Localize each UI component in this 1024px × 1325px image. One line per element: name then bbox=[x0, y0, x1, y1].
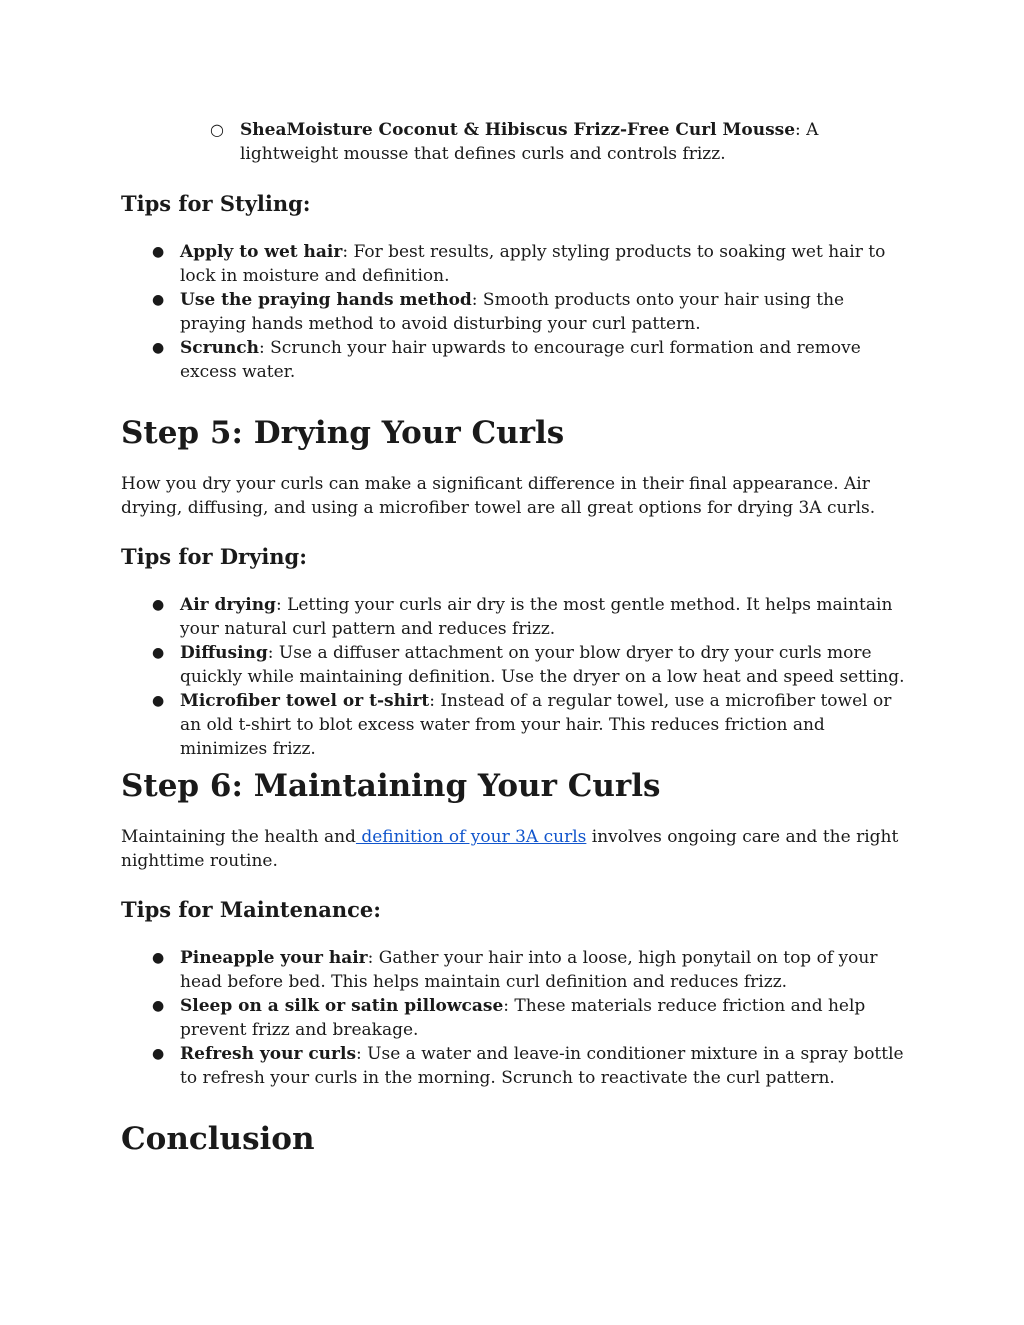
tip-term: Sleep on a silk or satin pillowcase bbox=[180, 996, 504, 1016]
tip-description: : Letting your curls air dry is the most gentle method. It helps maintain your natural curl pattern and reduces frizz. bbox=[180, 595, 893, 639]
styling-tips-heading: Tips for Styling: bbox=[121, 191, 311, 216]
tip-term: Diffusing bbox=[180, 643, 268, 663]
bullet-icon: ● bbox=[152, 693, 165, 709]
tip-description: : Gather your hair into a loose, high ponytail on top of your head before bed. This helps maintain curl definition and reduces frizz. bbox=[180, 948, 878, 992]
drying-tips-heading: Tips for Drying: bbox=[121, 544, 307, 569]
maintenance-tips-heading: Tips for Maintenance: bbox=[121, 897, 382, 922]
list-item bbox=[121, 336, 911, 384]
tip-term: Use the praying hands method bbox=[180, 290, 472, 310]
bullet-icon: ● bbox=[152, 244, 165, 260]
step6-intro-end: involves ongoing care and the right nighttime routine. bbox=[121, 827, 899, 871]
product-description: : A lightweight mousse that defines curls and controls frizz. bbox=[240, 120, 819, 164]
step5-heading: Step 5: Drying Your Curls bbox=[121, 415, 565, 451]
list-item bbox=[121, 689, 911, 761]
conclusion-heading: Conclusion bbox=[121, 1121, 315, 1157]
step6-intro bbox=[121, 825, 911, 873]
list-item bbox=[121, 994, 911, 1042]
list-item bbox=[121, 288, 911, 336]
list-item bbox=[121, 240, 911, 288]
bullet-icon: ● bbox=[152, 292, 165, 308]
product-sublist bbox=[121, 118, 911, 166]
tip-description: : Use a diffuser attachment on your blow dryer to dry your curls more quickly while maintaining definition. Use the dryer on a low heat and speed setting. bbox=[180, 643, 905, 687]
bullet-icon: ● bbox=[152, 950, 165, 966]
tip-term: Apply to wet hair bbox=[180, 242, 343, 262]
tip-term: Microfiber towel or t-shirt bbox=[180, 691, 430, 711]
tip-description: : Scrunch your hair upwards to encourage curl formation and remove excess water. bbox=[180, 338, 861, 382]
tip-term: Refresh your curls bbox=[180, 1044, 357, 1064]
step5-intro: How you dry your curls can make a significant difference in their final appearance. Air drying, diffusing, and using a microfiber towel are all great options for drying 3A curls. bbox=[121, 474, 876, 518]
tip-description: : For best results, apply styling products to soaking wet hair to lock in moisture and definition. bbox=[180, 242, 886, 286]
tip-description: : Use a water and leave-in conditioner mixture in a spray bottle to refresh your curls in the morning. Scrunch to reactivate the curl pattern. bbox=[180, 1044, 904, 1088]
list-item bbox=[121, 1042, 911, 1090]
bullet-icon: ● bbox=[152, 998, 165, 1014]
step6-intro-start: Maintaining the health and bbox=[121, 827, 356, 847]
bullet-icon: ● bbox=[152, 1046, 165, 1062]
hollow-circle-bullet-icon: ○ bbox=[210, 120, 224, 139]
styling-tips-list bbox=[121, 240, 911, 384]
curl-definition-link[interactable]: definition of your 3A curls bbox=[355, 827, 587, 847]
bullet-icon: ● bbox=[152, 340, 165, 356]
tip-term: Pineapple your hair bbox=[180, 948, 368, 968]
list-item bbox=[121, 593, 911, 641]
list-item bbox=[121, 118, 911, 166]
tip-description: : These materials reduce friction and help prevent frizz and breakage. bbox=[180, 996, 866, 1040]
step6-heading: Step 6: Maintaining Your Curls bbox=[121, 768, 661, 804]
bullet-icon: ● bbox=[152, 645, 165, 661]
tip-description: : Smooth products onto your hair using the praying hands method to avoid disturbing your curl pattern. bbox=[180, 290, 845, 334]
drying-tips-list bbox=[121, 593, 911, 761]
list-item bbox=[121, 946, 911, 994]
list-item bbox=[121, 641, 911, 689]
tip-term: Scrunch bbox=[180, 338, 260, 358]
tip-description: : Instead of a regular towel, use a microfiber towel or an old t-shirt to blot excess water from your hair. This reduces friction and minimizes frizz. bbox=[180, 691, 892, 759]
bullet-icon: ● bbox=[152, 597, 165, 613]
maintenance-tips-list bbox=[121, 946, 911, 1090]
tip-term: Air drying bbox=[180, 595, 276, 615]
product-name: SheaMoisture Coconut & Hibiscus Frizz-Free Curl Mousse bbox=[240, 120, 796, 140]
